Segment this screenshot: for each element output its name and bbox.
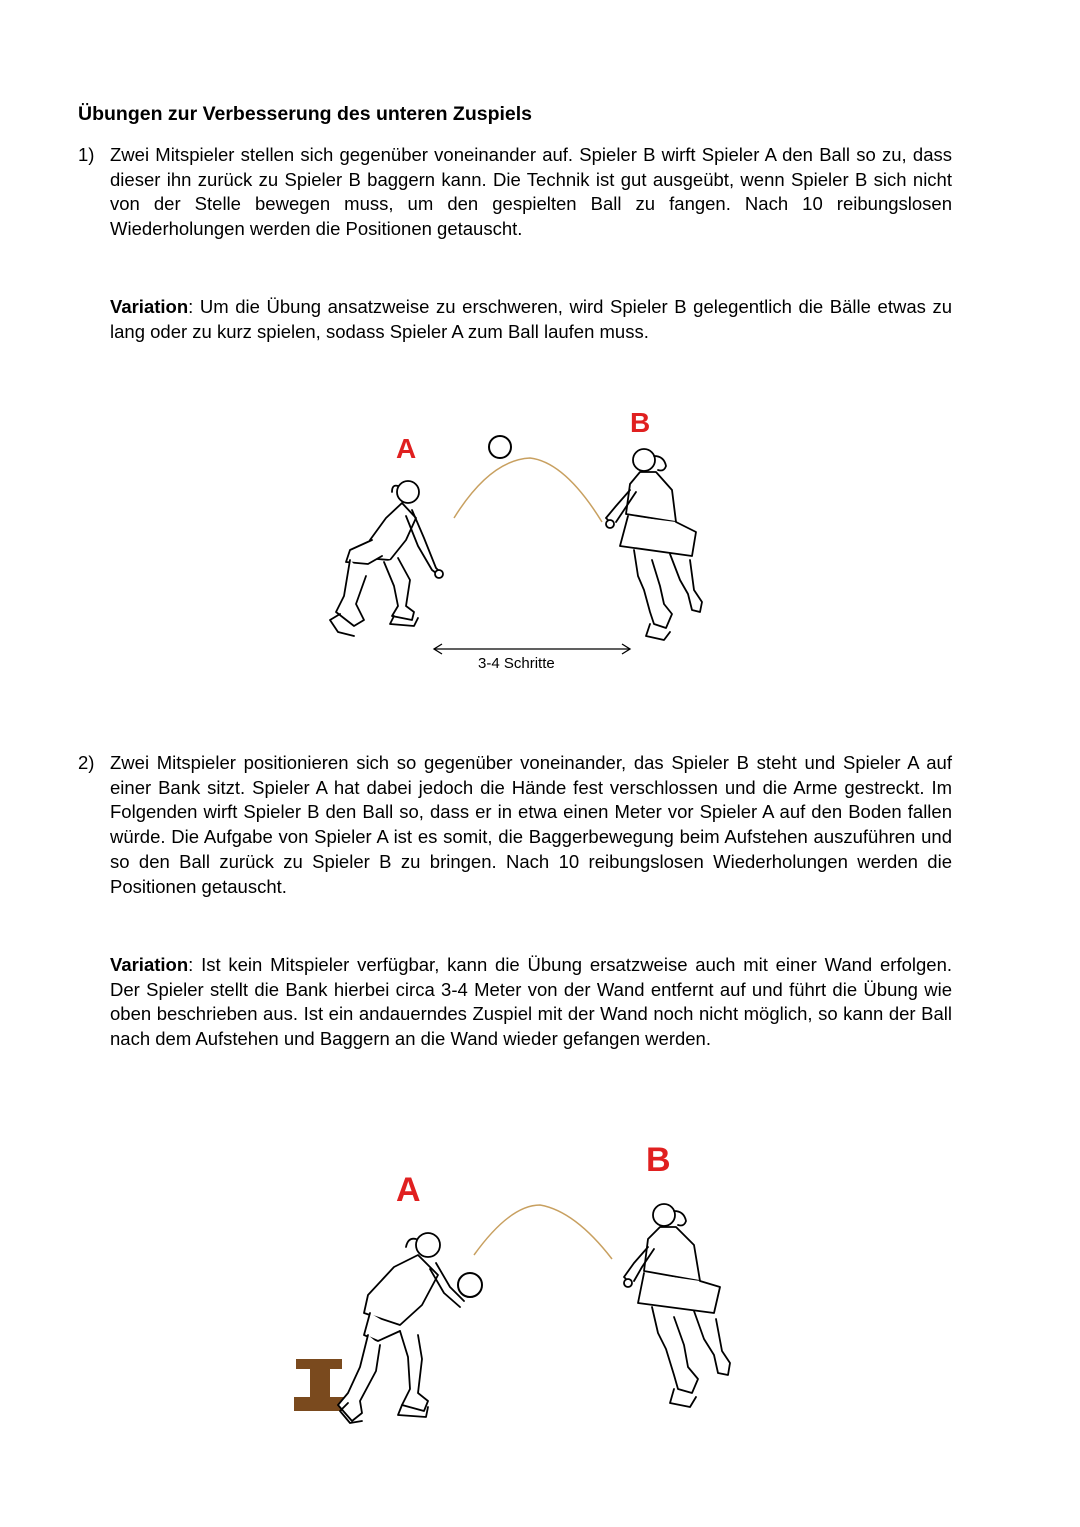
player-b-figure bbox=[606, 449, 702, 640]
exercise-1-variation bbox=[110, 295, 952, 344]
bench-icon bbox=[294, 1359, 344, 1411]
page-heading: Übungen zur Verbesserung des unteren Zuspiels bbox=[78, 103, 533, 125]
variation-label: Variation bbox=[110, 296, 189, 317]
exercise-2-text: Zwei Mitspieler positionieren sich so gegenüber voneinander, das Spieler B steht und Spieler A auf einer Bank sitzt. Spieler A hat dabei jedoch die Hände fest verschlossen und die Arme gestreckt. Im Folgenden wirft Spieler B den Ball so, dass er in etwa einen Meter vor Spieler A auf den Boden fallen würde. Die Aufgabe von Spieler A ist es somit, die Baggerbewegung beim Aufstehen auszuführen und so den Ball zurück zu Spieler B zu bringen. Nach 10 reibungslosen Wiederholungen werden die Positionen getauscht. bbox=[110, 752, 952, 897]
variation-label: Variation bbox=[110, 954, 189, 975]
variation-text: : Ist kein Mitspieler verfügbar, kann die Übung ersatzweise auch mit einer Wand erfolgen. Der Spieler stellt die Bank hierbei circa 3-4 Meter von der Wand entfernt auf und führt die Übung wie oben beschrieben aus. Ist ein andauerndes Zuspiel mit der Wand noch nicht möglich, so kann der Ball nach dem Aufstehen und Baggern an die Wand wieder gefangen werden. bbox=[110, 954, 952, 1050]
player-a-figure bbox=[330, 481, 443, 636]
player-a-figure bbox=[338, 1233, 482, 1423]
exercise-2-variation bbox=[110, 953, 952, 1052]
exercise-1-text: Zwei Mitspieler stellen sich gegenüber voneinander auf. Spieler B wirft Spieler A den Ball so zu, dass dieser ihn zurück zu Spieler B baggern kann. Die Technik ist gut ausgeübt, wenn Spieler B sich nicht von der Stelle bewegen muss, um den gespielten Ball zu fangen. Nach 10 reibungslosen Wiederholungen werden die Positionen getauscht. bbox=[110, 144, 952, 240]
figure-2-label-b: B bbox=[646, 1141, 671, 1179]
ball-trajectory bbox=[474, 1205, 612, 1259]
exercise-1 bbox=[78, 143, 952, 242]
exercise-2-number: 2) bbox=[78, 752, 95, 773]
exercise-2 bbox=[78, 751, 952, 899]
exercise-1-number: 1) bbox=[78, 144, 95, 165]
distance-arrow bbox=[434, 644, 630, 654]
figure-1-label-a: A bbox=[396, 433, 417, 464]
player-b-figure bbox=[624, 1204, 730, 1407]
figure-1-illustration bbox=[320, 400, 720, 680]
ball-trajectory bbox=[454, 458, 602, 522]
figure-2-label-a: A bbox=[396, 1171, 421, 1209]
distance-caption: 3-4 Schritte bbox=[478, 655, 555, 672]
figure-2-illustration bbox=[290, 1135, 750, 1445]
variation-text: : Um die Übung ansatzweise zu erschweren, wird Spieler B gelegentlich die Bälle etwas zu lang oder zu kurz spielen, sodass Spieler A zum Ball laufen muss. bbox=[110, 296, 952, 342]
ball-icon bbox=[489, 436, 511, 458]
figure-1-label-b: B bbox=[630, 407, 651, 438]
